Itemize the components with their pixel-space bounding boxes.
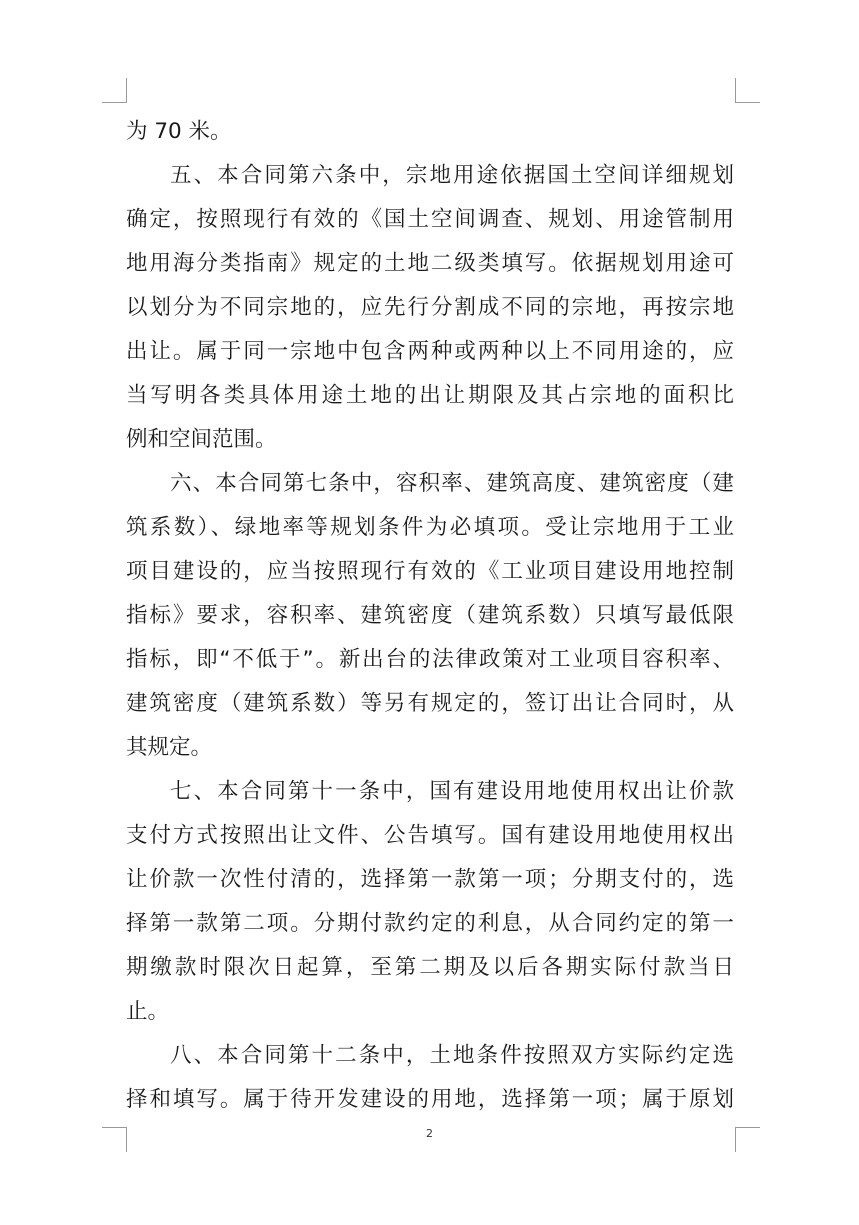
text-line: 筑系数）、绿地率等规划条件为必填项。受让宗地用于工业 <box>126 515 734 540</box>
text-line: 择和填写。属于待开发建设的用地，选择第一项；属于原划 <box>126 1087 734 1112</box>
paragraph <box>126 110 734 154</box>
text-line: 出让。属于同一宗地中包含两种或两种以上不同用途的，应 <box>126 339 734 364</box>
text-line: 止。 <box>126 999 170 1024</box>
text-line: 确定，按照现行有效的《国土空间调查、规划、用途管制用 <box>126 207 734 232</box>
text-line: 以划分为不同宗地的，应先行分割成不同的宗地，再按宗地 <box>126 295 734 320</box>
text-line: 指标》要求，容积率、建筑密度（建筑系数）只填写最低限 <box>126 603 734 628</box>
page-number: 2 <box>426 1127 433 1140</box>
text-line: 六、本合同第七条中，容积率、建筑高度、建筑密度（建 <box>170 471 734 496</box>
text-line: 其规定。 <box>126 735 213 760</box>
text-line: 项目建设的，应当按照现行有效的《工业项目建设用地控制 <box>126 559 734 584</box>
text-line: 择第一款第二项。分期付款约定的利息，从合同约定的第一 <box>126 911 734 936</box>
text-line: 为 70 米。 <box>126 119 232 144</box>
text-line: 建筑密度（建筑系数）等另有规定的，签订出让合同时，从 <box>126 691 734 716</box>
text-line: 让价款一次性付清的，选择第一款第一项；分期支付的，选 <box>126 867 734 892</box>
crop-mark-top-right <box>735 78 760 103</box>
text-line: 七、本合同第十一条中，国有建设用地使用权出让价款 <box>170 779 734 804</box>
paragraph <box>126 462 734 770</box>
document-body <box>126 110 734 1122</box>
text-line: 支付方式按照出让文件、公告填写。国有建设用地使用权出 <box>126 823 734 848</box>
text-line: 期缴款时限次日起算，至第二期及以后各期实际付款当日 <box>126 955 734 980</box>
text-line: 五、本合同第六条中，宗地用途依据国土空间详细规划 <box>170 163 734 188</box>
paragraph <box>126 154 734 462</box>
text-line: 当写明各类具体用途土地的出让期限及其占宗地的面积比 <box>126 383 734 408</box>
paragraph <box>126 770 734 1034</box>
text-line: 指标，即“不低于”。新出台的法律政策对工业项目容积率、 <box>126 647 734 672</box>
text-line: 地用海分类指南》规定的土地二级类填写。依据规划用途可 <box>126 251 734 276</box>
crop-mark-top-left <box>102 78 127 103</box>
text-line: 八、本合同第十二条中，土地条件按照双方实际约定选 <box>170 1043 734 1068</box>
text-line: 例和空间范围。 <box>126 427 277 452</box>
paragraph <box>126 1034 734 1122</box>
